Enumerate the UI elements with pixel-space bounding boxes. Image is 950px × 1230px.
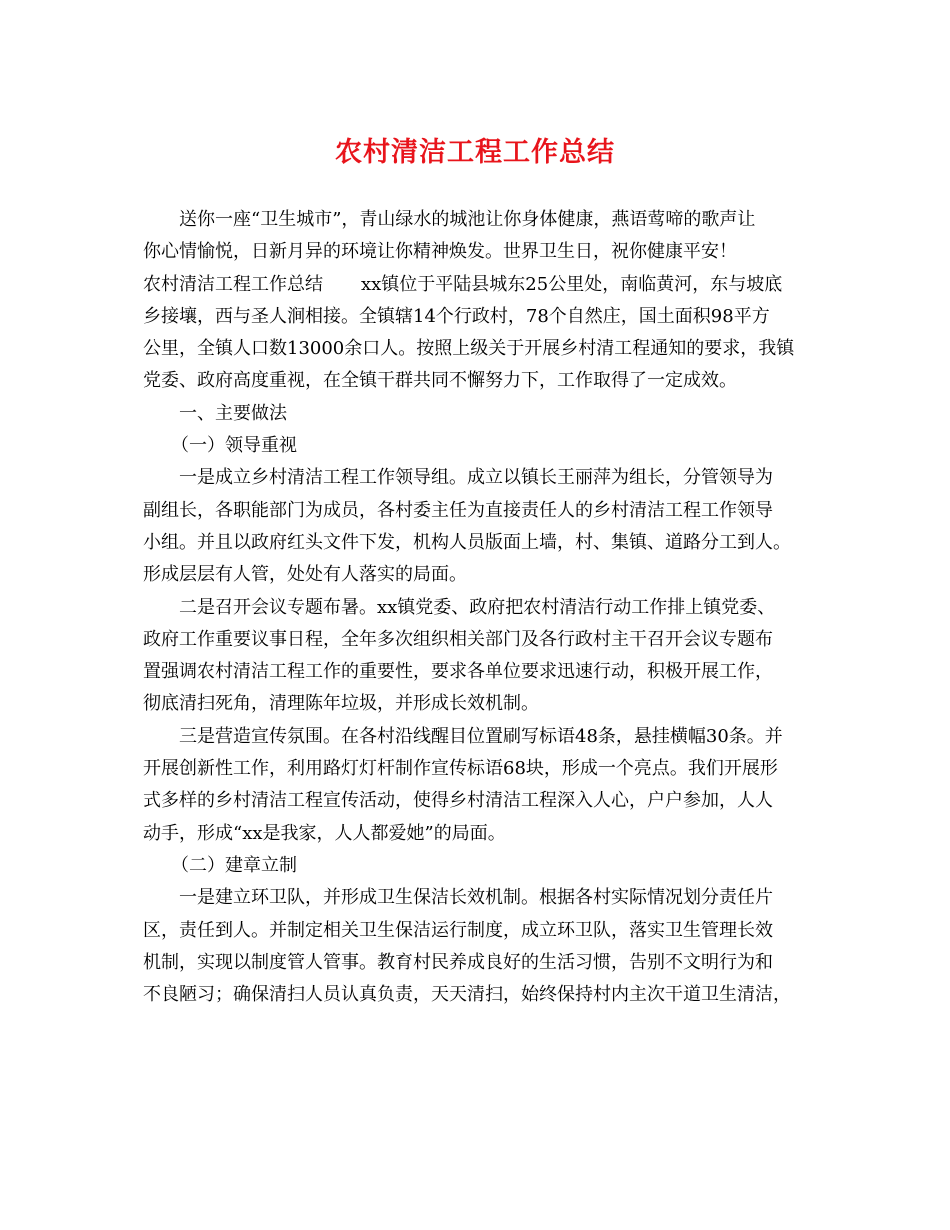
- text-line: 彻底清扫死角，清理陈年垃圾，并形成长效机制。: [143, 693, 539, 715]
- text-line: 三是营造宣传氛围。在各村沿线醒目位置刷写标语48条，悬挂横幅30条。并: [179, 725, 783, 747]
- text-line: 乡接壤，西与圣人涧相接。全镇辖14个行政村，78个自然庄，国土面积98平方: [143, 305, 770, 327]
- text-line: 副组长，各职能部门为成员，各村委主任为直接责任人的乡村清洁工程工作领导: [143, 499, 773, 521]
- text-line: 动手，形成“xx是我家，人人都爱她”的局面。: [143, 822, 506, 844]
- text-line: 形成层层有人管，处处有人落实的局面。: [143, 564, 467, 586]
- inline-heading: 农村清洁工程工作总结: [143, 273, 323, 295]
- text-line: 不良陋习；确保清扫人员认真负责，天天清扫，始终保持村内主次干道卫生清洁，: [143, 984, 791, 1006]
- text-line: 一是建立环卫队，并形成卫生保洁长效机制。根据各村实际情况划分责任片: [179, 887, 773, 909]
- document-title: 农村清洁工程工作总结: [335, 137, 615, 168]
- text-line: 党委、政府高度重视，在全镇干群共同不懈努力下，工作取得了一定成效。: [143, 370, 737, 392]
- text-line: 开展创新性工作，利用路灯灯杆制作宣传标语68块，形成一个亮点。我们开展形: [143, 758, 778, 780]
- text-line: 政府工作重要议事日程，全年多次组织相关部门及各行政村主干召开会议专题布: [143, 628, 773, 650]
- text-line: 你心情愉悦，日新月异的环境让你精神焕发。世界卫生日，祝你健康平安！: [143, 241, 737, 263]
- text-line: 公里，全镇人口数13000余口人。按照上级关于开展乡村清工程通知的要求，我镇: [143, 338, 795, 360]
- subsection-heading: （一）领导重视: [171, 435, 297, 457]
- document-body: [143, 204, 815, 1011]
- text-line: 小组。并且以政府红头文件下发，机构人员版面上墙，村、集镇、道路分工到人。: [143, 531, 791, 553]
- text-line-combined: [143, 269, 815, 301]
- inline-text: xx镇位于平陆县城东25公里处，南临黄河，东与坡底: [361, 273, 783, 295]
- section-heading: 一、主要做法: [179, 402, 287, 424]
- text-line: 机制，实现以制度管人管事。教育村民养成良好的生活习惯，告别不文明行为和: [143, 951, 773, 973]
- text-line: 二是召开会议专题布暑。xx镇党委、政府把农村清洁行动工作排上镇党委、: [179, 596, 776, 618]
- text-line: 式多样的乡村清洁工程宣传活动，使得乡村清洁工程深入人心，户户参加，人人: [143, 790, 773, 812]
- text-line: 一是成立乡村清洁工程工作领导组。成立以镇长王丽萍为组长，分管领导为: [179, 467, 773, 489]
- subsection-heading: （二）建章立制: [171, 854, 297, 876]
- text-line: 置强调农村清洁工程工作的重要性，要求各单位要求迅速行动，积极开展工作，: [143, 661, 773, 683]
- text-line: 送你一座“卫生城市”，青山绿水的城池让你身体健康，燕语莺啼的歌声让: [179, 209, 756, 230]
- text-line: 区，责任到人。并制定相关卫生保洁运行制度，成立环卫队，落实卫生管理长效: [143, 919, 773, 941]
